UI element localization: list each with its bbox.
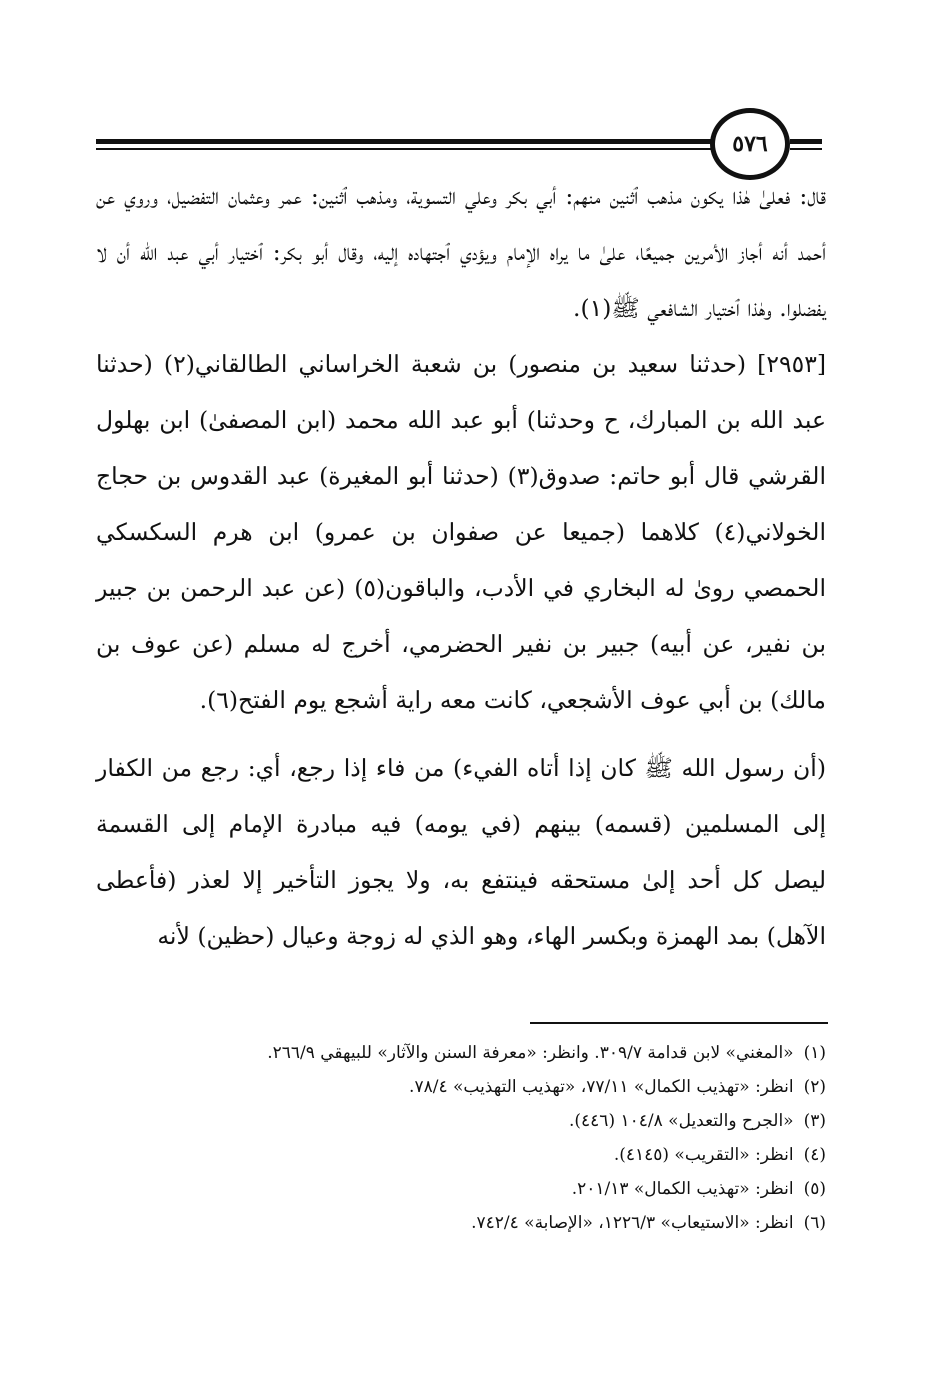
page-number-text: ٥٧٦ bbox=[732, 131, 768, 157]
footnote-separator bbox=[530, 1022, 828, 1024]
footnote-text: انظر: «تهذيب الكمال» ٢٠١/١٣. bbox=[571, 1179, 794, 1199]
footnote bbox=[96, 1036, 826, 1070]
footnote-text: انظر: «الاستيعاب» ١٢٢٦/٣، «الإصابة» ٧٤٢/٤. bbox=[471, 1213, 794, 1233]
paragraph-3: (أن رسول الله ﷺ كان إذا أتاه الفيء) من فاء إذا رجع، أي: رجع من الكفار إلى المسلمين (قسمه) بينهم (في يومه) فيه مبادرة الإمام إلى القسمة ليصل كل أحد إلىٰ مستحقه فينتفع به، ولا يجوز التأخير إلا لعذر (فأعطى الآهل) بمد الهمزة وبكسر الهاء، وهو الذي له زوجة وعيال (حظين) لأنه bbox=[96, 754, 826, 950]
footnote-text: انظر: «تهذيب الكمال» ٧٧/١١، «تهذيب التهذيب» ٧٨/٤. bbox=[409, 1077, 794, 1097]
footnote bbox=[96, 1138, 826, 1172]
header-rule bbox=[96, 139, 712, 144]
footnotes bbox=[96, 1036, 826, 1240]
main-text bbox=[96, 168, 826, 964]
footnote bbox=[96, 1206, 826, 1240]
footnote-number: (٢) bbox=[803, 1077, 826, 1097]
footnote bbox=[96, 1104, 826, 1138]
header-rule bbox=[790, 148, 822, 150]
footnote-number: (٤) bbox=[803, 1145, 826, 1165]
footnote-number: (٥) bbox=[803, 1179, 826, 1199]
footnote-number: (٦) bbox=[803, 1213, 826, 1233]
footnote-text: «المغني» لابن قدامة ٣٠٩/٧. وانظر: «معرفة السنن والآثار» للبيهقي ٢٦٦/٩. bbox=[267, 1043, 794, 1063]
footnote-text: «الجرح والتعديل» ١٠٤/٨ (٤٤٦). bbox=[569, 1111, 794, 1131]
header-rule bbox=[96, 148, 712, 150]
footnote-number: (١) bbox=[803, 1043, 826, 1063]
footnote-text: انظر: «التقريب» (٤١٤٥). bbox=[613, 1145, 794, 1165]
footnote bbox=[96, 1070, 826, 1104]
paragraph-1: قال: فعلىٰ هٰذا يكون مذهب ٱثنين منهم: أبي بكر وعلي التسوية، ومذهب ٱثنين: عمر وعثمان التفضيل، وروي عن أحمد أنه أجاز الأمرين جميعًا، علىٰ ما يراه الإمام ويؤدي ٱجتهاده إليه، وقال أبو بكر: ٱختيار أبي عبد الله أن لا يفضلوا. وهٰذا ٱختيار الشافعي ﷺ(١). bbox=[96, 182, 826, 322]
paragraph-2: [٢٩٥٣] (حدثنا سعيد بن منصور) بن شعبة الخراساني الطالقاني(٢) (حدثنا عبد الله بن المبارك، ح وحدثنا) أبو عبد الله محمد (ابن المصفىٰ) ابن بهلول القرشي قال أبو حاتم: صدوق(٣) (حدثنا أبو المغيرة) عبد القدوس بن حجاج الخولاني(٤) كلاهما (جميعا عن صفوان بن عمرو) ابن هرم السكسكي الحمصي روىٰ له البخاري في الأدب، والباقون(٥) (عن عبد الرحمن بن جبير بن نفير، عن أبيه) جبير بن نفير الحضرمي، أخرج له مسلم (عن عوف بن مالك) بن أبي عوف الأشجعي، كانت معه راية أشجع يوم الفتح(٦). bbox=[96, 350, 826, 714]
footnote-number: (٣) bbox=[803, 1111, 826, 1131]
footnote bbox=[96, 1172, 826, 1206]
header-rule bbox=[790, 139, 822, 144]
